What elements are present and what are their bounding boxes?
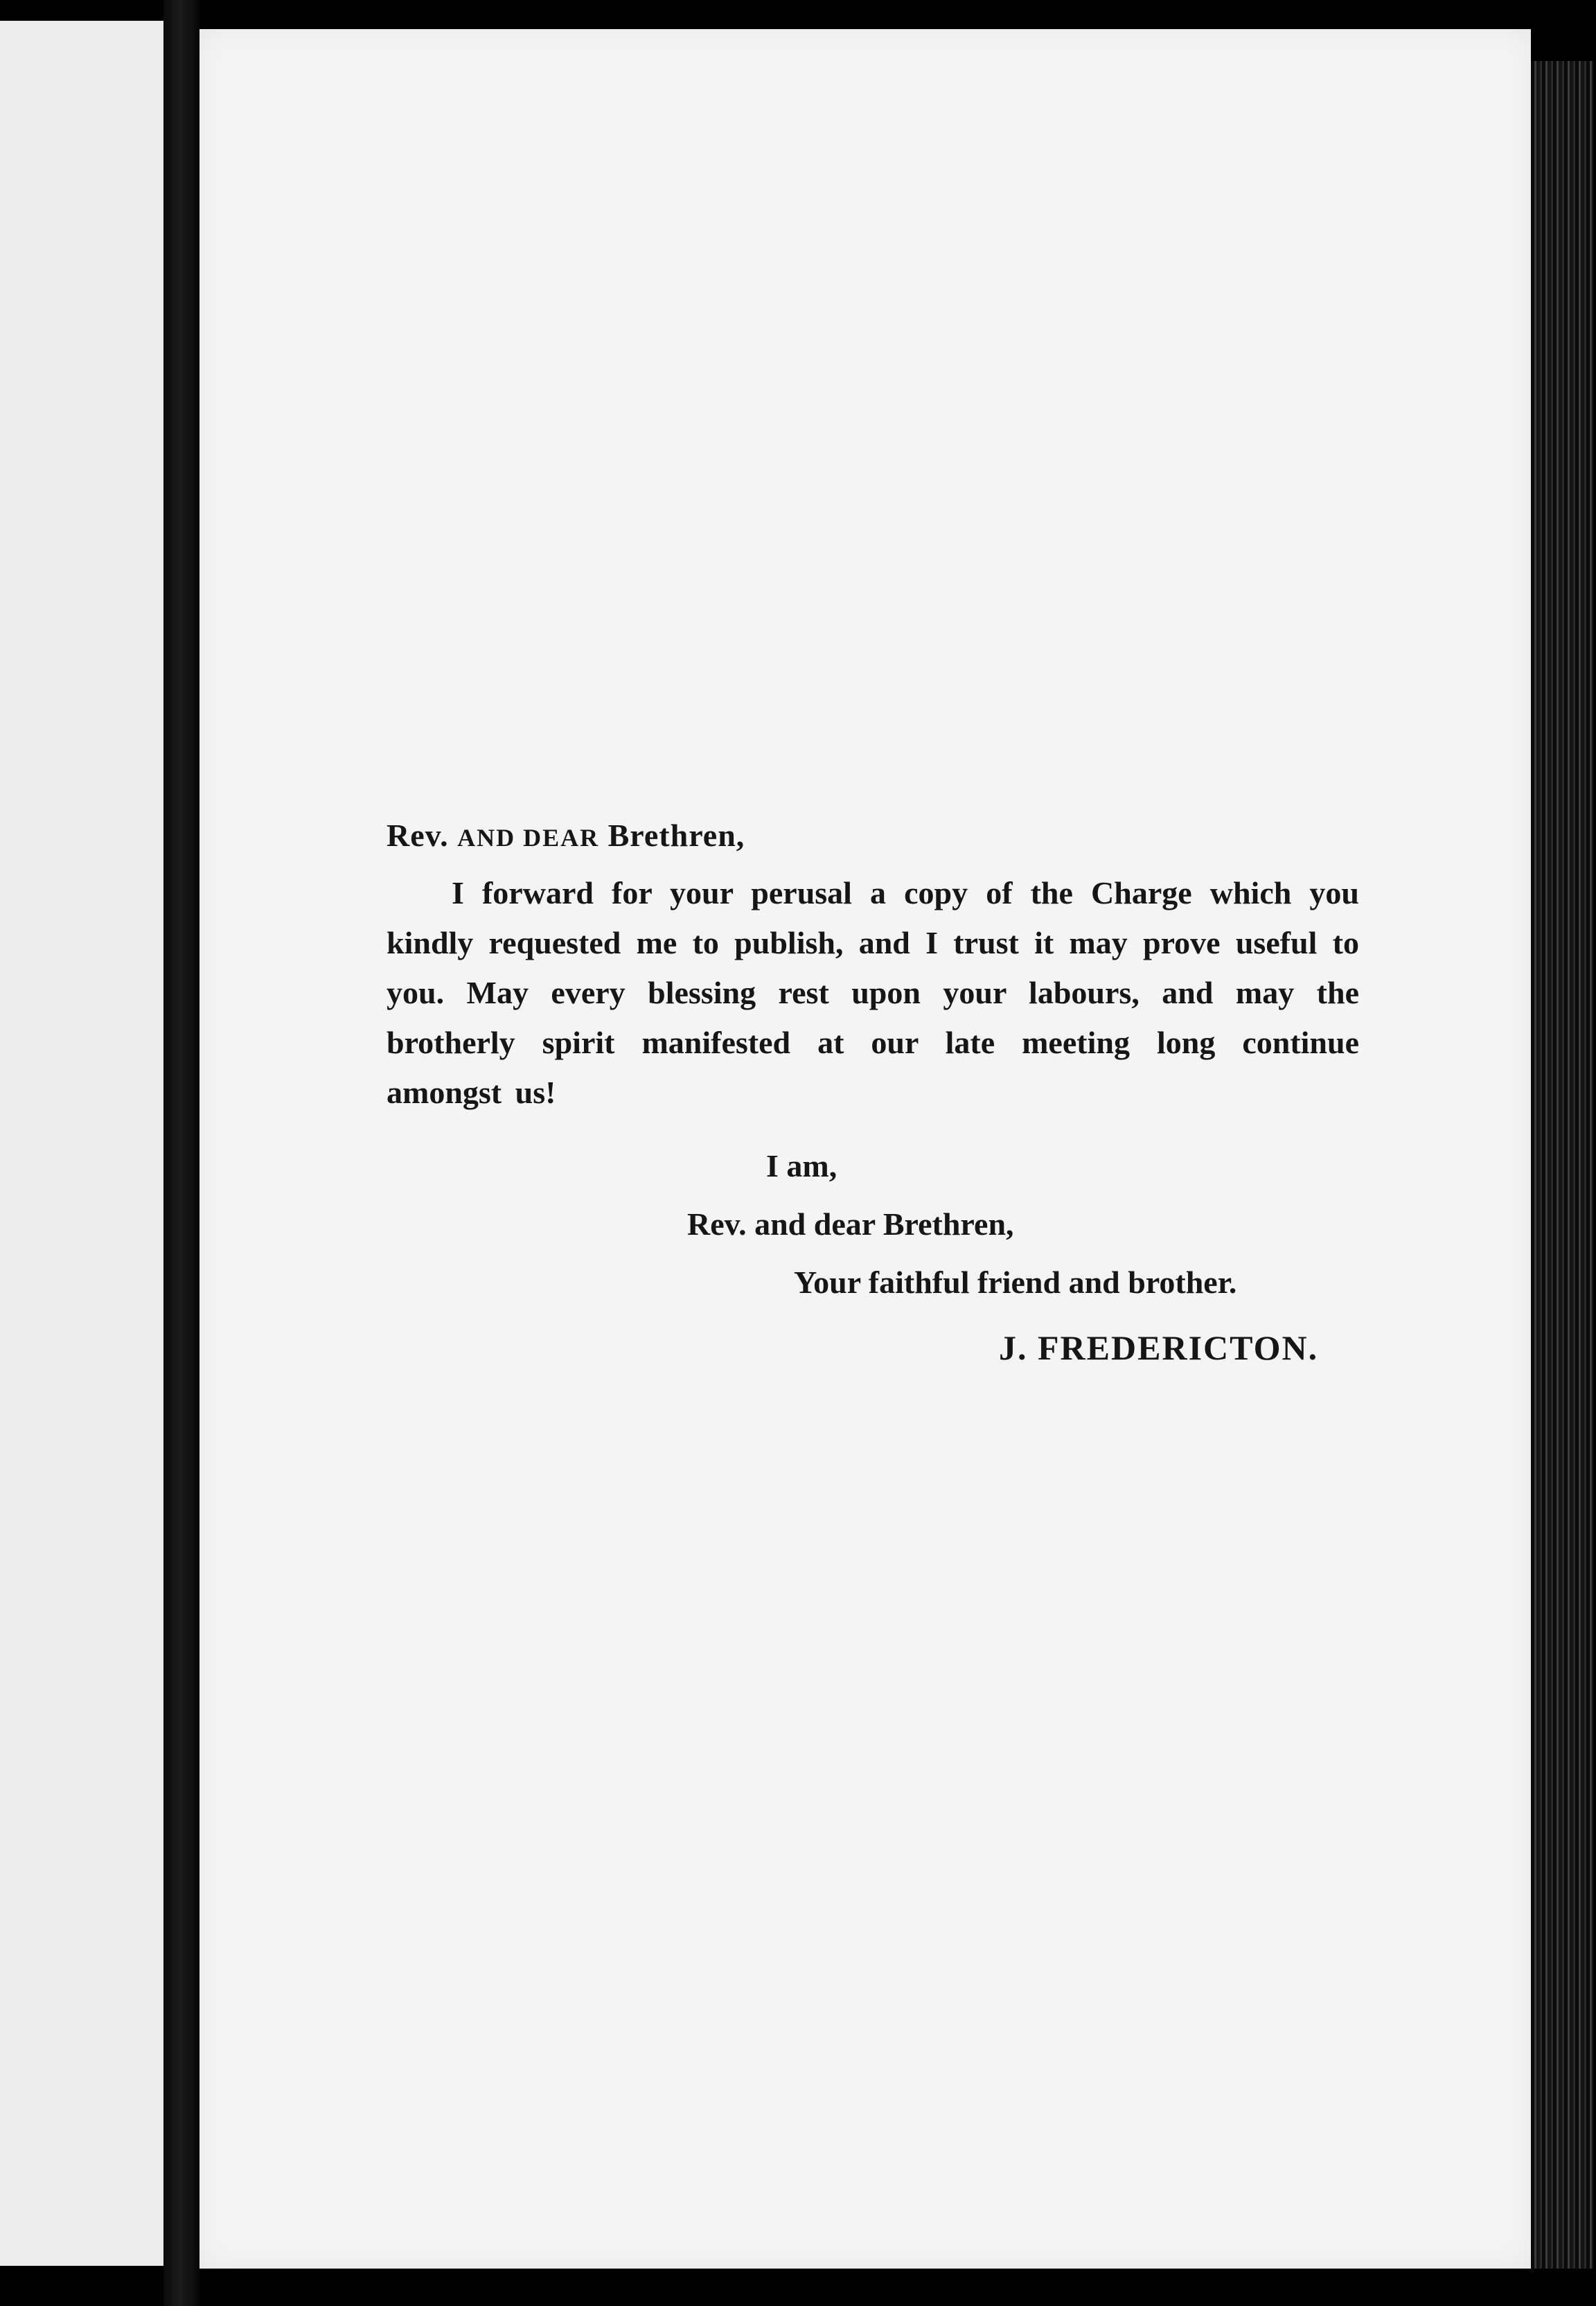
- page-edges: [1531, 61, 1593, 2269]
- salutation-brethren: Brethren,: [608, 818, 745, 853]
- closing-valediction: Your faithful friend and brother.: [794, 1265, 1237, 1300]
- salutation-middle: AND DEAR: [457, 824, 600, 852]
- closing-i-am: I am,: [766, 1148, 837, 1183]
- closing-address: Rev. and dear Brethren,: [687, 1206, 1014, 1242]
- salutation-title: Rev.: [387, 818, 449, 853]
- book-gutter: [163, 0, 200, 2306]
- letter: [387, 811, 1359, 1373]
- signature: J. FREDERICTON.: [999, 1328, 1319, 1367]
- letter-body: I forward for your perusal a copy of the Charge which you kindly requested me to publish, and I trust it may prove useful to you. May every blessing rest upon your labours, and may the brotherly spirit manifested at our late meeting long continue amongst us!: [387, 875, 1359, 1110]
- salutation: [387, 811, 1359, 863]
- facing-page: [0, 21, 163, 2266]
